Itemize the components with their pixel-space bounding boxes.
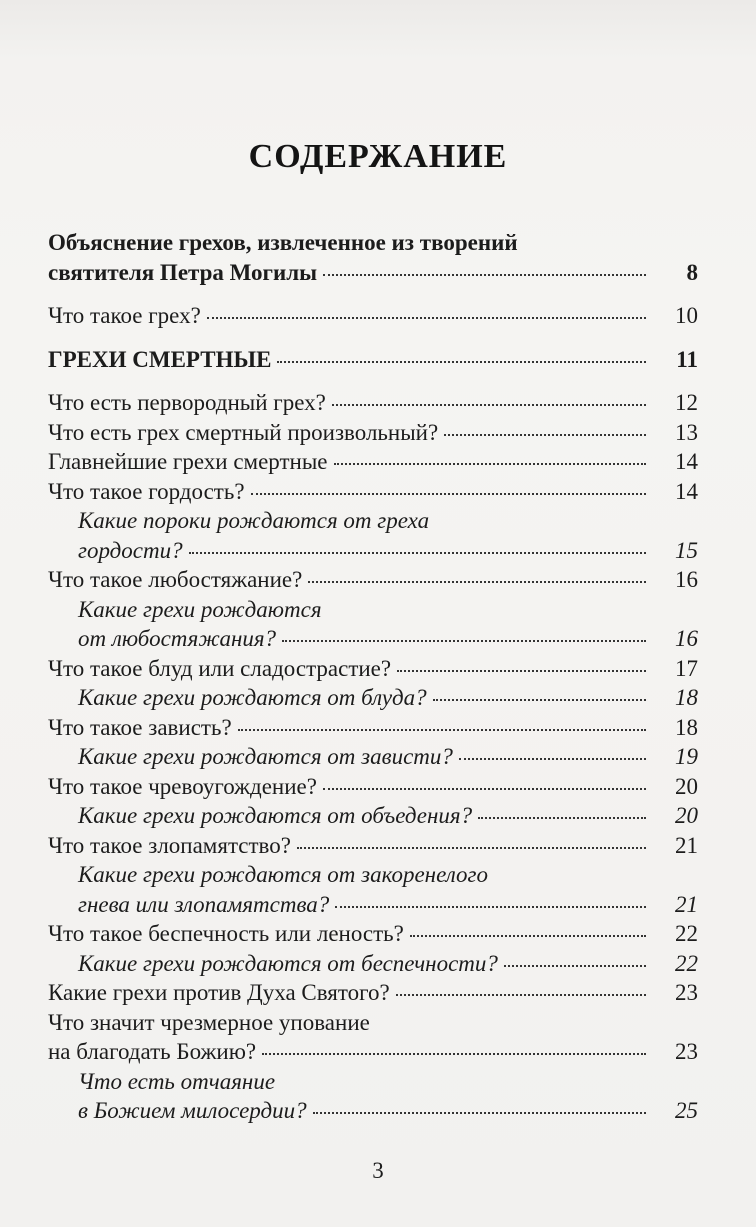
dot-leader <box>478 815 646 819</box>
toc-page-number: 20 <box>675 773 698 799</box>
dot-leader <box>410 933 646 937</box>
toc-page-number: 21 <box>675 832 698 858</box>
dot-leader <box>504 963 646 967</box>
toc-entry-text: Что есть первородный грех? <box>48 390 326 415</box>
toc-entry-text: от любостяжания? <box>78 626 277 651</box>
dot-leader <box>308 579 646 583</box>
toc-entry[interactable] <box>48 228 698 287</box>
toc-page-number: 15 <box>675 537 698 563</box>
dot-leader <box>207 315 646 319</box>
toc-entry[interactable] <box>48 713 698 743</box>
dot-leader <box>323 272 646 276</box>
toc-entry-text: Какие грехи рождаются от закоренелого <box>78 862 489 887</box>
toc-entry[interactable] <box>48 388 698 418</box>
toc-page-number: 12 <box>675 390 698 415</box>
toc-entry-text: Что такое любостяжание? <box>48 567 303 592</box>
toc-entry-text: гордости? <box>78 537 183 563</box>
toc-entry-text: Что есть грех смертный произвольный? <box>48 419 439 445</box>
dot-leader <box>397 668 646 672</box>
toc-entry-text: Какие грехи рождаются от блуда? <box>78 685 427 710</box>
toc-entry-text: гнева или злопамятства? <box>78 891 330 917</box>
toc-page-number: 13 <box>675 419 698 445</box>
toc-entry-text: Какие грехи рождаются <box>78 596 322 622</box>
toc-entry[interactable] <box>48 301 698 331</box>
toc-page-number: 19 <box>675 744 698 769</box>
toc-entry-text: Что есть отчаяние <box>78 1068 276 1094</box>
toc-page-number: 14 <box>675 449 698 474</box>
toc-page-number: 18 <box>675 714 698 740</box>
toc-entry-text: Что такое грех? <box>48 303 201 328</box>
toc-entry-text: Что такое зависть? <box>48 714 232 740</box>
toc-entry[interactable] <box>48 949 698 979</box>
toc-entry-text: в Божием милосердии? <box>78 1098 307 1123</box>
toc-entry[interactable] <box>48 772 698 802</box>
dot-leader <box>444 432 646 436</box>
toc-entry-text: Что значит чрезмерное упование <box>48 1009 370 1035</box>
toc-page-number: 16 <box>675 567 698 592</box>
toc-entry-text: Какие грехи рождаются от зависти? <box>78 744 453 769</box>
toc-entry[interactable] <box>48 860 698 919</box>
toc-page-number: 11 <box>676 346 698 372</box>
toc-entry[interactable] <box>48 831 698 861</box>
toc-page-number: 16 <box>675 626 698 651</box>
toc-entry-text: Что такое злопамятство? <box>48 832 291 858</box>
toc-entry[interactable] <box>48 654 698 684</box>
toc-entry-text: Что такое чревоугождение? <box>48 773 317 799</box>
toc-entry[interactable] <box>48 418 698 448</box>
dot-leader <box>335 904 646 908</box>
dot-leader <box>433 697 646 701</box>
dot-leader <box>282 638 646 642</box>
toc-entry[interactable] <box>48 345 698 375</box>
toc-page-number: 14 <box>675 478 698 504</box>
toc-page-number: 23 <box>675 980 698 1005</box>
toc-entry-text: на благодать Божию? <box>48 1039 257 1064</box>
toc-page-number: 21 <box>675 891 698 917</box>
dot-leader <box>459 756 646 760</box>
toc-entry[interactable] <box>48 801 698 831</box>
toc-entry-text: Что такое блуд или сладострастие? <box>48 655 392 681</box>
dot-leader <box>262 1051 646 1055</box>
toc-entry-text: Объяснение грехов, извлеченное из творений <box>48 230 518 255</box>
toc-page-number: 20 <box>675 803 698 828</box>
toc-entry-text: Какие грехи рождаются от беспечности? <box>78 950 498 976</box>
dot-leader <box>189 550 646 554</box>
page-number: 3 <box>372 1158 384 1183</box>
dot-leader <box>251 491 646 495</box>
dot-leader <box>332 402 646 406</box>
dot-leader <box>277 359 646 363</box>
toc-entry[interactable] <box>48 1067 698 1126</box>
toc-entry[interactable] <box>48 1008 698 1067</box>
toc-entry[interactable] <box>48 595 698 654</box>
toc-page-number: 18 <box>675 685 698 710</box>
toc-entry-text: Какие грехи рождаются от объедения? <box>78 803 473 828</box>
dot-leader <box>396 992 646 996</box>
toc-page-number: 22 <box>675 950 698 976</box>
toc-page-number: 10 <box>675 303 698 328</box>
dot-leader <box>334 461 646 465</box>
toc-page-number: 22 <box>675 921 698 946</box>
toc-page-number: 8 <box>686 259 698 285</box>
toc-entry-text: Главнейшие грехи смертные <box>48 449 328 474</box>
toc-entry-text: Что такое беспечность или леность? <box>48 921 404 946</box>
toc-entry[interactable] <box>48 683 698 713</box>
toc-page-number: 23 <box>675 1039 698 1064</box>
toc-entry-text: Какие пороки рождаются от греха <box>78 508 430 533</box>
dot-leader <box>323 786 646 790</box>
toc-page-number: 17 <box>675 655 698 681</box>
toc-entry[interactable] <box>48 506 698 565</box>
dot-leader <box>313 1110 646 1114</box>
toc-entry[interactable] <box>48 477 698 507</box>
table-of-contents <box>48 228 698 1126</box>
toc-entry-text: ГРЕХИ СМЕРТНЫЕ <box>48 346 272 372</box>
toc-entry-text: святителя Петра Могилы <box>48 259 318 285</box>
toc-entry[interactable] <box>48 919 698 949</box>
toc-entry[interactable] <box>48 978 698 1008</box>
toc-entry-text: Что такое гордость? <box>48 478 245 504</box>
toc-entry[interactable] <box>48 565 698 595</box>
toc-entry-text: Какие грехи против Духа Святого? <box>48 980 390 1005</box>
toc-page-number: 25 <box>675 1098 698 1123</box>
dot-leader <box>297 845 646 849</box>
toc-entry[interactable] <box>48 447 698 477</box>
page-title: СОДЕРЖАНИЕ <box>248 138 508 175</box>
toc-entry[interactable] <box>48 742 698 772</box>
dot-leader <box>238 727 646 731</box>
